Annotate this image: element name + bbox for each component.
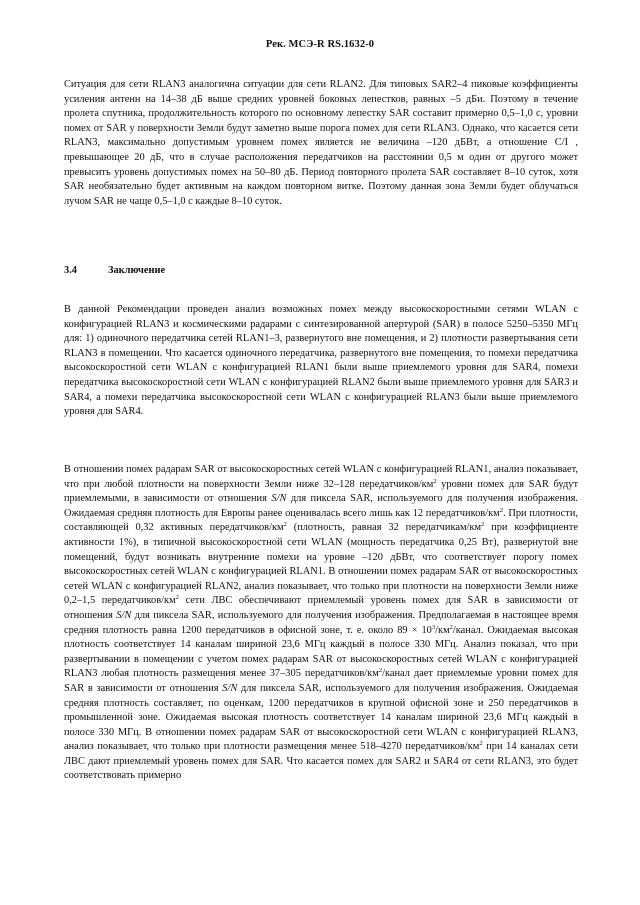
section-title: Заключение [108, 265, 166, 276]
superscript: 2 [449, 623, 453, 631]
paragraph-sar-interference-analysis: В отношении помех радарам SAR от высокоскоростных сетей WLAN с конфигурацией RLAN1, анализ показывает, что при любой плотности на поверхности Земли ниже 32–128 передатчиков/$км^2$ уровни помех для SAR будут приемлемыми, в зависимости от отношения S/N для пиксела SAR, используемого для получения изображения. Ожидаемая средняя плотность для Европы ранее оценивалась всего лишь как 12 передатчиков/$км^2$. При плотности, составляющей 0,32 активных передатчиков/$км^2$ (плотность, равная 32 передатчикам/$км^2$ при коэффициенте активности 1%), в типичной высокоскоростной сети WLAN (мощность передатчика 0,25 Вт), развернутой вне помещений, будут возникать внутренние помехи на уровне –120 дБВт, что соответствует порогу помех высокоскоростных сетей WLAN с конфигурацией RLAN1. В отношении помех радарам SAR от высокоскоростных сетей WLAN с конфигурацией RLAN2, анализ показывает, что только при плотности на поверхности Земли ниже 0,2–1,5 передатчиков/$км^2$ сети ЛВС обеспечивают приемлемый уровень помех для SAR в зависимости от отношения S/N для пиксела SAR, используемого для получения изображения. Предполагаемая в настоящее время средняя плотность равна 1200 передатчиков в офисной зоне, т. е. около $89 \times 10^3/км^2$/канал. Ожидаемая высокая плотность соответствует 14 каналам шириной 23,6 МГц каждый в полосе 330 МГц. Анализ показал, что при развертывании в помещении с учетом помех радарам SAR от высокоскоростных сетей WLAN с конфигурацией RLAN3 любая плотность размещения менее 37–305 передатчиков/$км^2$/канал дает приемлемые уровни помех для SAR в зависимости от отношения S/N для пиксела SAR, используемого для получения изображения. Ожидаемая средняя плотность составляет, по оценкам, 1200 передатчиков в крупной офисной зоне и 250 передатчиков в промышленной зоне. Ожидаемая высокая плотность соответствует 14 каналам шириной 23,6 МГц каждый в полосе 330 МГц. В отношении помех радарам SAR от высокоскоростной сети WLAN с конфигурацией RLAN3, анализ показывает, что только при плотности размещения менее 518–4270 передатчиков/$км^2$ при 14 каналах сети ЛВС дают приемлемый уровень помех для SAR. Что касается помех для SAR2 и SAR4 от сети RLAN3, это будет соответствовать примерно [64, 464, 579, 782]
paragraph-rlan3-situation: Ситуация для сети RLAN3 аналогична ситуации для сети RLAN2. Для типовых SAR2–4 пиковые коэффициенты усиления антенн на 14–38 дБ выше средних уровней боковых лепестков, равных –5 дБи. Поэтому в течение пролета спутника, продолжительность которого по основному лепестку SAR составит примерно 0,5–1,0 с, уровни помех от SAR у поверхности Земли будут заметно выше порога помех для сети RLAN3. Однако, что касается сети RLAN3, максимально допустимым уровнем помех является не величина –120 дБВт, а отношение C/I , превышающее 20 дБ, что в случае расположения передатчиков на расстоянии 0,5 м один от другого может превысить уровень допустимых помех на 50–80 дБ. Период повторного пролета SAR составляет 8–10 суток, хотя SAR необязательно будет активным на каждом повторном витке. Поэтому данная зона Земли будет облучаться лучом SAR не чаще 0,5–1,0 с каждые 8–10 суток. [64, 79, 578, 207]
superscript: 3 [431, 623, 436, 631]
section-number: 3.4 [64, 265, 77, 276]
superscript: 2 [499, 506, 503, 514]
italic-variable: S/N [116, 609, 132, 621]
italic-variable: S/N [271, 493, 287, 505]
superscript: 2 [479, 740, 483, 748]
superscript: 2 [378, 667, 383, 675]
page-header: Рек. МСЭ-R RS.1632-0 [265, 39, 375, 50]
superscript: 2 [175, 594, 179, 602]
section-heading [64, 265, 578, 276]
italic-variable: S/N [222, 682, 238, 694]
superscript: 2 [283, 521, 287, 529]
paragraph-conclusion-summary: В данной Рекомендации проведен анализ возможных помех между высокоскоростными сетями WLAN с конфигурацией RLAN3 и космическими радарами с синтезированной апертурой (SAR) в полосе 5250–5350 МГц для: 1) одиночного передатчика сетей RLAN1–3, развернутого вне помещения, и 2) плотности развертывания сети RLAN3 в помещении. Что касается одиночного передатчика, развернутого вне помещения, то помехи передатчика высокоскоростной сети WLAN с конфигурацией RLAN1 были выше приемлемого уровня для SAR4, помехи передатчика высокоскоростной сети WLAN с конфигурацией RLAN2 были выше приемлемого уровня для SAR3 и SAR4, а помехи передатчика высокоскоростной сети WLAN с конфигурацией RLAN3 были выше приемлемого уровня для SAR4. [64, 304, 578, 418]
superscript: 2 [433, 477, 437, 485]
superscript: 2 [481, 521, 485, 529]
